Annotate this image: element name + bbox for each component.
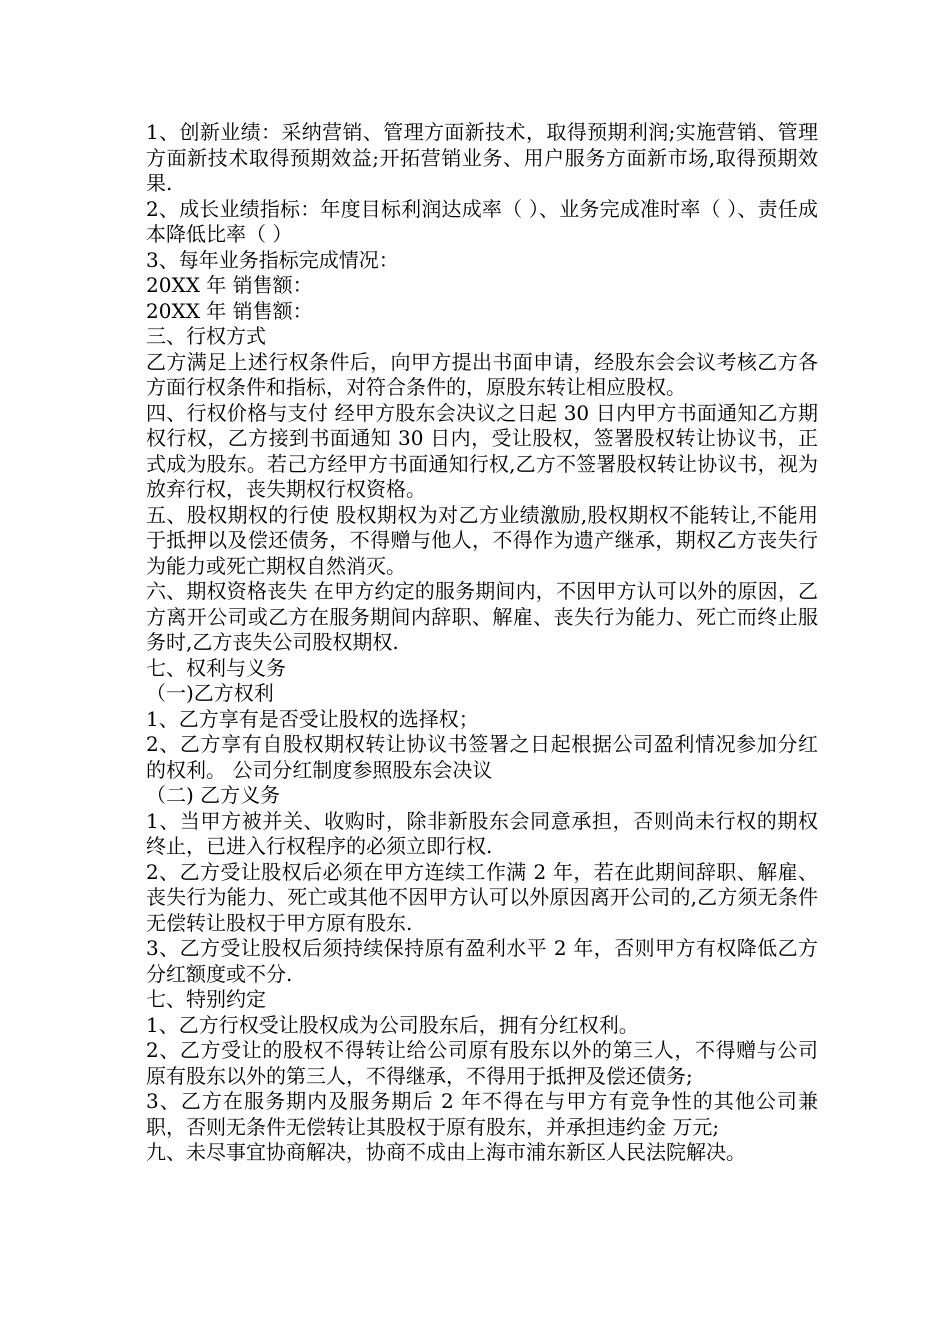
paragraph-special-3: 3、乙方在服务期内及服务期后 2 年不得在与甲方有竞争性的其他公司兼职，否则无条件无偿转让其股权于原有股东，并承担违约金 万元;: [146, 1089, 818, 1139]
paragraph-special-2: 2、乙方受让的股权不得转让给公司原有股东以外的第三人，不得赠与公司原有股东以外的第三人，不得继承，不得用于抵押及偿还债务;: [146, 1038, 818, 1088]
section-heading-special-agreement: 七、特别约定: [146, 987, 266, 1011]
document-body: [146, 120, 818, 1166]
subheading-party-b-obligations: （二) 乙方义务: [146, 783, 281, 807]
paragraph-annual-targets: 3、每年业务指标完成情况：: [146, 247, 399, 272]
paragraph-exercise-method: 乙方满足上述行权条件后，向甲方提出书面申请，经股东会会议考核乙方各方面行权条件和指标，对符合条件的，原股东转让相应股权。: [146, 349, 818, 399]
paragraph-obligation-1: 1、当甲方被并关、收购时，除非新股东会同意承担，否则尚未行权的期权终止，已进入行权程序的必须立即行权.: [146, 808, 818, 858]
paragraph-obligation-3: 3、乙方受让股权后须持续保持原有盈利水平 2 年，否则甲方有权降低乙方分红额度或不分.: [146, 936, 818, 986]
paragraph-qualification-loss: 六、期权资格丧失 在甲方约定的服务期间内，不因甲方认可以外的原因，乙方离开公司或乙方在服务期间内辞职、解雇、丧失行为能力、死亡而终止服务时,乙方丧失公司股权期权.: [146, 579, 818, 654]
paragraph-right-1: 1、乙方享有是否受让股权的选择权；: [146, 706, 479, 731]
paragraph-sales-year-2: 20XX 年 销售额：: [146, 298, 313, 323]
section-heading-rights-obligations: 七、权利与义务: [146, 655, 286, 680]
paragraph-sales-year-1: 20XX 年 销售额：: [146, 273, 313, 297]
paragraph-obligation-2: 2、乙方受让股权后必须在甲方连续工作满 2 年，若在此期间辞职、解雇、丧失行为能力、死亡或其他不因甲方认可以外原因离开公司的,乙方须无条件无偿转让股权于甲方原有股东.: [146, 859, 818, 935]
paragraph-exercise-price-payment: 四、行权价格与支付 经甲方股东会决议之日起 30 日内甲方书面通知乙方期权行权，乙方接到书面通知 30 日内，受让股权，签署股权转让协议书，正式成为股东。若己方经甲方书面通知行权,乙方不签署股权转让协议书，视为放弃行权，丧失期权行权资格。: [146, 400, 818, 501]
subheading-party-b-rights: （一)乙方权利: [146, 681, 274, 705]
paragraph-growth-indicators: 2、成长业绩指标：年度目标利润达成率（ ）、业务完成准时率（ ）、责任成本降低比率（ ）: [146, 196, 818, 246]
section-heading-exercise-method: 三、行权方式: [146, 324, 266, 348]
paragraph-innovation-performance: 1、创新业绩：采纳营销、管理方面新技术，取得预期利润;实施营销、管理方面新技术取得预期效益;开拓营销业务、用户服务方面新市场,取得预期效果.: [146, 120, 818, 195]
paragraph-dispute-resolution: 九、未尽事宜协商解决，协商不成由上海市浦东新区人民法院解决。: [146, 1140, 746, 1164]
paragraph-option-exercise: 五、股权期权的行使 股权期权为对乙方业绩激励,股权期权不能转让,不能用于抵押以及偿还债务，不得赠与他人，不得作为遗产继承，期权乙方丧失行为能力或死亡期权自然消灭。: [146, 502, 818, 578]
paragraph-right-2: 2、乙方享有自股权期权转让协议书签署之日起根据公司盈利情况参加分红的权利。 公司分红制度参照股东会决议: [146, 732, 818, 782]
paragraph-special-1: 1、乙方行权受让股权成为公司股东后，拥有分红权利。: [146, 1012, 639, 1037]
